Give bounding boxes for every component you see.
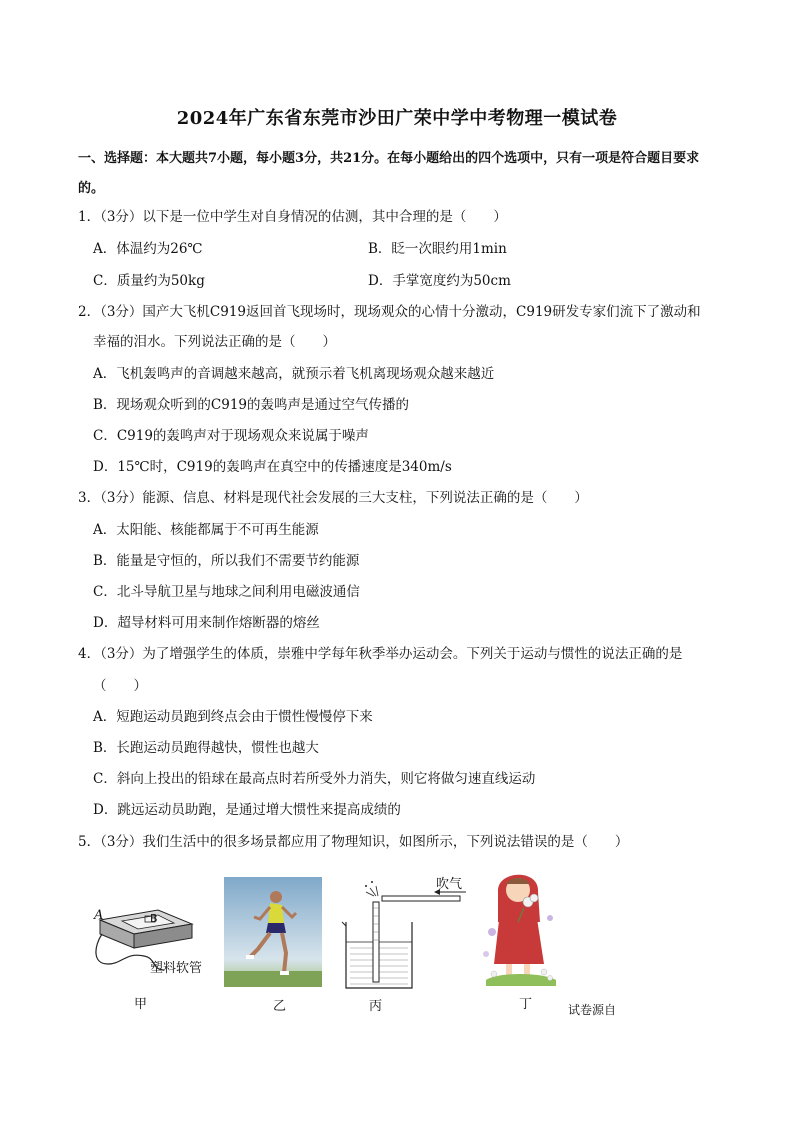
- question-2-option-d: D．15℃时，C919的轰鸣声在真空中的传播速度是340m/s: [93, 459, 452, 475]
- figure-ding-label: 丁: [519, 997, 533, 1012]
- question-3-option-b: B．能量是守恒的，所以我们不需要节约能源: [93, 553, 360, 569]
- question-3-option-c: C．北斗导航卫星与地球之间利用电磁波通信: [93, 584, 360, 600]
- question-4-option-d: D．跳远运动员助跑，是通过增大惯性来提高成绩的: [93, 802, 401, 818]
- question-2-option-b: B．现场观众听到的C919的轰鸣声是通过空气传播的: [93, 397, 410, 413]
- figure-yi-runner-photo: [224, 877, 322, 987]
- figure-yi-label: 乙: [273, 999, 287, 1014]
- source-note: 试卷源自: [568, 1003, 617, 1017]
- question-1-option-b: B．眨一次眼约用1min: [368, 241, 507, 257]
- question-4-stem-line-2: （ ）: [93, 678, 147, 694]
- figure-jia-label: 甲: [134, 997, 148, 1012]
- figure-jia-point-b: B: [150, 912, 158, 925]
- question-2-option-c: C．C919的轰鸣声对于现场观众来说属于噪声: [93, 428, 369, 444]
- question-5-stem: 5．（3分）我们生活中的很多场景都应用了物理知识，如图所示，下列说法错误的是（ ）: [78, 834, 629, 850]
- question-4-option-c: C．斜向上投出的铅球在最高点时若所受外力消失，则它将做匀速直线运动: [93, 771, 536, 787]
- figure-ding-girl-illustration: [478, 862, 562, 986]
- question-4-option-a: A．短跑运动员跑到终点会由于惯性慢慢停下来: [93, 709, 373, 725]
- question-4-option-b: B．长跑运动员跑得越快，惯性也越大: [93, 740, 319, 756]
- question-5-figures: [0, 860, 794, 1030]
- page-title: 2024年广东省东莞市沙田广荣中学中考物理一模试卷: [176, 108, 618, 129]
- figure-jia-tube-label: 塑料软管: [150, 961, 203, 976]
- question-2-stem-line-1: 2．（3分）国产大飞机C919返回首飞现场时，现场观众的心情十分激动，C919研发专家们流下了激动和: [78, 304, 701, 320]
- figure-bing-blow-label: 吹气: [436, 877, 463, 892]
- figure-bing-label: 丙: [369, 999, 383, 1014]
- question-1-stem: 1．（3分）以下是一位中学生对自身情况的估测，其中合理的是（ ）: [78, 209, 507, 225]
- question-1-option-d: D．手掌宽度约为50cm: [368, 273, 511, 289]
- question-2-option-a: A．飞机轰鸣声的音调越来越高，就预示着飞机离现场观众越来越近: [93, 366, 495, 382]
- figure-jia-point-a: A: [94, 908, 104, 923]
- question-4-stem-line-1: 4．（3分）为了增强学生的体质，崇雅中学每年秋季举办运动会。下列关于运动与惯性的说法正确的是: [78, 646, 683, 662]
- question-2-stem-line-2: 幸福的泪水。下列说法正确的是（ ）: [93, 334, 336, 350]
- section-heading: 一、选择题：本大题共7小题，每小题3分，共21分。在每小题给出的四个选项中，只有一项是符合题目要求的。: [78, 151, 700, 196]
- question-1-option-a: A．体温约为26℃: [93, 241, 203, 257]
- question-3-option-a: A．太阳能、核能都属于不可再生能源: [93, 522, 319, 538]
- question-1-option-c: C．质量约为50kg: [93, 273, 205, 289]
- question-3-option-d: D．超导材料可用来制作熔断器的熔丝: [93, 615, 320, 631]
- question-3-stem: 3．（3分）能源、信息、材料是现代社会发展的三大支柱，下列说法正确的是（ ）: [78, 490, 588, 506]
